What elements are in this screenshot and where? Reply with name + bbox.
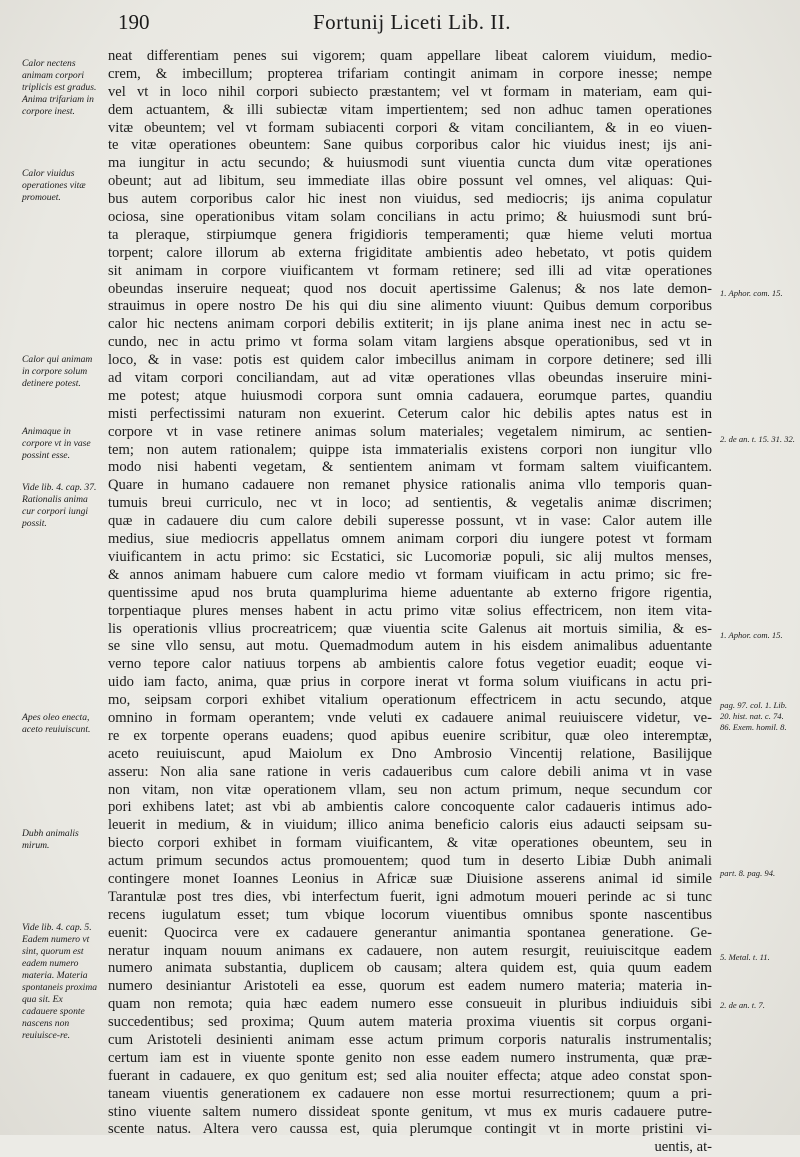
main-text-block (108, 48, 712, 1157)
text-line: quentissime apud nos bruta quamplurima hieme aduentante ab externo frigore rigentia, (108, 584, 712, 601)
text-line: crem, & imbecillum; propterea trifariam contingit animam in corpore inesse; nempe (108, 65, 712, 82)
text-line: ta pleraque, stirpiumque genera frigidioris temperamenti; quæ hieme veluti mortua (108, 226, 712, 243)
text-line: torpent; calore illorum ab externa frigiditate ambientis adeo hebetato, vt potis quidem (108, 244, 712, 261)
text-line: modo nisi habenti vegetam, & sentientem animam vt formam saltem viuificantem. (108, 459, 712, 476)
text-line: ad vitam corpori conciliandam, aut ad vitæ operationes vllas obeundas inseruire mini- (108, 370, 712, 387)
text-line: me potest; atque huiusmodi corpora sunt omnia cadauera, eorumque partes, quandiu (108, 387, 712, 404)
text-line: dem actuantem, & illi subiectæ vitam impertientem; sed non adhuc tamen operationes (108, 101, 712, 118)
text-line: mo, seipsam corpori exhibet vitalium operationum effectricem in actu secundo, atque (108, 692, 712, 709)
text-line: viuificantem in actu primo: sic Ecstatici, sic Lucomoriæ populi, sic alij multos menses, (108, 548, 712, 565)
text-line: certum iam est in viuente sponte genito non esse eadem numero instrumenta, quæ præ- (108, 1049, 712, 1066)
page-number: 190 (118, 10, 150, 34)
text-line: corpore vt in vase retinere animas solum materiales; vegetalem nimirum, ac sentien- (108, 423, 712, 440)
margin-note: Animaque in corpore vt in vase possint esse. (22, 426, 91, 461)
margin-reference: 1. Aphor. com. 15. (720, 630, 783, 640)
text-line: tumuis breui curriculo, nec vt in loco; ad sentientis, & vegetalis animæ discrimen; (108, 495, 712, 512)
text-line: neratur inquam nouum animans ex cadauere, non autem resurgit, reuiuiscitque eadem (108, 942, 712, 959)
text-line: non vitam, non vitæ operationem vllam, seu non actum primum, neque secundum cor (108, 781, 712, 798)
text-line: aceto reuiuiscunt, apud Maiolum ex Dno Ambrosio Vincentij relatione, Basilijque (108, 745, 712, 762)
text-line: loco, & in vase: potis est quidem calor imbecillus animam in corpore detinere; sed illi (108, 352, 712, 369)
text-line: stino viuente saltem numero dissideat sponte genitum, vt mus ex muris cadauere putre- (108, 1103, 712, 1120)
text-line: biecto corpori exhibet in formam viuificantem, & vitæ operationes obeuntem, seu in (108, 835, 712, 852)
page-header (118, 10, 708, 38)
text-line: obeundas inseruire nequeat; quod nos docuit apertissime Galenus; & nos late demon- (108, 280, 712, 297)
text-line: succedentibus; sed proxima; Quum autem materia proxima viuentis sit corpus organi- (108, 1014, 712, 1031)
margin-note: Calor viuidus operationes vitæ promouet. (22, 168, 86, 203)
margin-note: Vide lib. 4. cap. 37. Rationalis anima cur corpori iungi possit. (22, 482, 97, 529)
text-line: cundo, nec in actu primo vt forma solam vitam largiens absque operationibus, sed vt in (108, 334, 712, 351)
margin-reference: 2. de an. t. 7. (720, 1000, 765, 1010)
text-line: tem; non autem rationalem; quippe ista immaterialis existens corpori non iungitur vllo (108, 441, 712, 458)
margin-note: Apes oleo enecta, aceto reuiuiscunt. (22, 712, 91, 735)
text-line: & annos animam habuere cum calore medio vt formam viuificam in actu primo; sic fre- (108, 566, 712, 583)
text-line: ociosa, sine operationibus vitam solam concilians in actu primo; & huiusmodi sunt brú- (108, 209, 712, 226)
text-line: euenit: Quocirca vere ex cadauere generantur animantia spontanea generatione. Ge- (108, 924, 712, 941)
text-line: ma iungitur in actu secundo; & huiusmodi sunt viuentia cuncta dum vitæ operationes (108, 155, 712, 172)
margin-reference: part. 8. pag. 94. (720, 868, 776, 878)
text-line: uido iam facto, anima, quæ prius in corpore inerat vt forma solum viuificans in actu pri- (108, 674, 712, 691)
text-line: vel vt in loco nihil corpori subiecto præstantem; vel vt formam in materiam, eam qui- (108, 83, 712, 100)
text-line: quam non remota; quia hæc eadem numero esse consueuit in pluribus indiuiduis sibi (108, 996, 712, 1013)
margin-reference: 1. Aphor. com. 15. (720, 288, 783, 298)
text-line: actum primum secundos actus promouentem; quod tum in deserto Libiæ Dubh animali (108, 853, 712, 870)
margin-note: Calor qui animam in corpore solum detinere potest. (22, 354, 93, 389)
text-line: torpentiaque plures menses habent in actu primo vitæ solius effectricem, non item vita- (108, 602, 712, 619)
text-line: cum Aristoteli desinienti animam esse actum primum corporis naturalis instrumentalis; (108, 1031, 712, 1048)
text-line: strauimus in opere nostro De his qui diu sine alimento viuunt: Quibus demum corporibus (108, 298, 712, 315)
text-line: Tarantulæ post tres dies, vbi interfectum fuerit, igni admotum moueri perinde ac si tunc (108, 888, 712, 905)
text-line: leuerit in medium, & in viuidum; illico anima beneficio caloris eius adaucti seipsam su- (108, 817, 712, 834)
text-line: medius, siue mediocris appellatus omnem animam corpori diu iungere potest vt formam (108, 531, 712, 548)
margin-reference: 5. Metal. t. 11. (720, 952, 770, 962)
text-line: scente natus. Altera vero caussa est, quia plerumque contingit vt in morte pristini vi- (108, 1121, 712, 1138)
margin-reference: 2. de an. t. 15. 31. 32. (720, 434, 795, 444)
text-line: omnino in formam operantem; vnde veluti ex cadauere animal reuiuiscere videtur, ve- (108, 709, 712, 726)
text-line: taneam viuentis generationem ex cadauere non esse mortui resurrectionem; quum a pri- (108, 1085, 712, 1102)
text-line: bus autem corporibus calor hic inest non viuidus, sed mediocris; ijs anima copulatur (108, 191, 712, 208)
text-line: calor hic nectens animam corpori debilis extiterit; in ijs plane anima inest nec in actu se- (108, 316, 712, 333)
text-line: quæ in cadauere diu cum calore debili superesse possunt, vt in vase: Calor autem ille (108, 513, 712, 530)
text-line: neat differentiam penes sui vigorem; quam appellare libeat calorem viuidum, medio- (108, 48, 712, 64)
text-line: sit animam in corpore viuificantem vt formam retinere; sed illi ad vitæ operationes (108, 262, 712, 279)
text-line: se sine vllo sensu, aut motu. Quemadmodum autem in his eisdem animalibus aduentante (108, 638, 712, 655)
text-line: vitæ obeuntem; vel vt formam subiacenti corpori & vitam conciliantem, & in eo viuen- (108, 119, 712, 136)
text-line: numero desiniantur Aristoteli ea esse, quorum est eadem numero materia; materia in- (108, 978, 712, 995)
text-line: asseru: Non alia sane ratione in veris cadaueribus cum calore debili anima vt in vase (108, 763, 712, 780)
text-line: recens iugulatum esset; tum vbique locorum viuentibus omnibus sponte nascentibus (108, 906, 712, 923)
text-line: misti perfectissimi naturam non exuerint. Ceterum calor hic debilis aptes natus est in (108, 405, 712, 422)
margin-reference: pag. 97. col. 1. Lib. 20. hist. nat. c. 74. 86. Exem. homil. 8. (720, 700, 788, 732)
text-line: te vitæ operationes obeuntem: Sane quibus corporibus calor hic viuidus inest; ijs ani- (108, 137, 712, 154)
text-line: re ex torpente operans euadens; quod apibus euenire scribitur, quæ oleo interemptæ, (108, 727, 712, 744)
margin-note: Dubh animalis mirum. (22, 828, 79, 851)
text-line: fuerant in cadauere, ex quo genitum est; sed alia nouiter effecta; atque adeo constat spon- (108, 1067, 712, 1084)
text-line: obeunt; aut ad libitum, seu immediate illas obire possunt vel omnes, vel aliquas: Qui- (108, 173, 712, 190)
margin-note: Vide lib. 4. cap. 5. Eadem numero vt sint, quorum est eadem numero materia. Materia spontaneis proxima qua sit. Ex cadauere sponte nascens non reuiuisce-re. (22, 922, 98, 1041)
text-line: Quare in humano cadauere non remanet physice rationalis anima vllo temporis quan- (108, 477, 712, 494)
text-line: pori exhibens latet; ast vbi ab ambientis calore concoquente calor cadaueris intimus ado- (108, 799, 712, 816)
text-line: numero animata substantia, duplicem ob causam; altera quidem est, quia quum eadem (108, 960, 712, 977)
running-title: Fortunij Liceti Lib. II. (313, 10, 512, 34)
text-line: lis operationis vllius procreatricem; quæ viuentia scite Galenus ait mortuis similia, & es- (108, 620, 712, 637)
margin-note: Calor nectens animam corpori triplicis est gradus. Anima trifariam in corpore inest. (22, 58, 97, 117)
text-line: uentis, at- (654, 1139, 712, 1156)
text-line: contingere monet Ioannes Leonius in Africæ suæ Diuisione asserens animal id simile (108, 870, 712, 887)
text-line: verno tepore calor natiuus torpens ab ambientis calore fotus vegetior euadit; eoque vi- (108, 656, 712, 673)
